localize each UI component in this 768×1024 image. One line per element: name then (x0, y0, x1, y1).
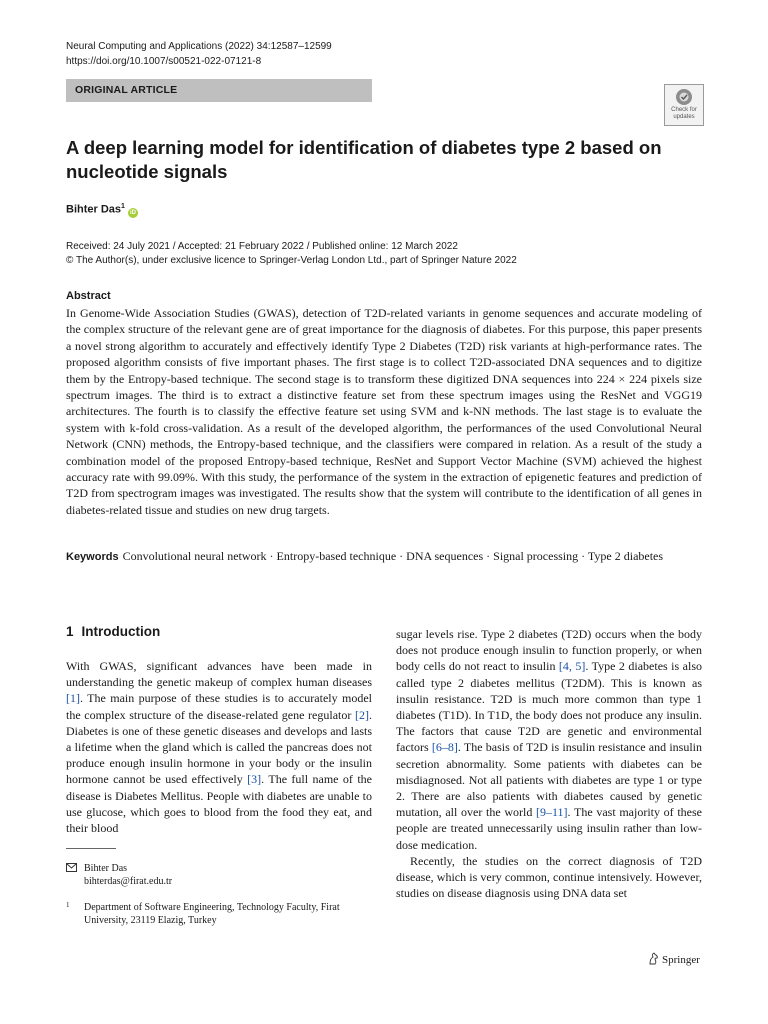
citation-link[interactable]: [6–8] (431, 740, 458, 755)
citation-link[interactable]: [3] (247, 772, 262, 787)
citation-link[interactable]: [1] (66, 691, 80, 706)
body-column-left (66, 658, 372, 836)
article-type-banner (66, 79, 372, 102)
author-affiliation-mark: 1 (121, 203, 125, 210)
publisher-logo (648, 952, 700, 966)
citation-link[interactable]: [4, 5] (558, 659, 586, 674)
abstract-heading: Abstract (66, 290, 111, 302)
author-name[interactable]: Bihter Das (66, 203, 122, 216)
article-type-label: ORIGINAL ARTICLE (75, 84, 178, 96)
section-number: 1 (66, 624, 74, 639)
author-line (66, 203, 138, 218)
keywords-label: Keywords (66, 551, 119, 563)
abstract-text: In Genome-Wide Association Studies (GWAS), detection of T2D-related variants in genome sequences and accurate modeling of the complex structure of the relevant gene are of great importance for the diagnosis of diabetes. For this purpose, this paper presents a novel strong algorithm to accurately and effectively identify Type 2 Diabetes (T2D) risk variants at high-performance rates. The proposed algorithm consists of five important phases. The first stage is to collect T2D-associated DNA sequences and to digitize them by the Entropy-based technique. The second stage is to transform these digitized DNA sequences into 224 × 224 pixels size spectrum images. The third is to extract a distinctive feature set from these spectrum images using the ResNet and VGG19 architectures. The fourth is to classify the effective feature set using SVM and k-NN methods. The last stage is to evaluate the system with k-fold cross-validation. As a result of the developed algorithm, the performances of the used Convolutional Neural Network (CNN) methods, the Entropy-based technique, and the classifiers were compared in relation. As a result of the study a combination model of the proposed Entropy-based technique, ResNet and Support Vector Machine (SVM) achieved the highest accuracy rate with 99.09%. With this study, the performance of the system in the extraction of epigenetic features and prediction of T2D from spectrogram images was investigated. The results show that the system will contribute to the identification of all genes in diabetes-related tissue and studies on new drug targets. (66, 306, 702, 517)
body-paragraph: With GWAS, significant advances have been made in understanding the genetic makeup of complex human diseases [1]. The main purpose of these studies is to accurately model the complex structure of the disease-related gene regulator [2]. Diabetes is one of these genetic diseases and develops and lasts a lifetime when the gland which is called the pancreas does not produce enough insulin hormone in your body or the insulin hormone cannot be used effectively [3]. The full name of the disease is Diabetes Mellitus. People with diabetes are unable to use glucose, which goes to blood from the food they eat, and their blood (66, 659, 373, 836)
orcid-icon[interactable]: iD (129, 209, 136, 216)
citation-link[interactable]: [9–11] (536, 805, 568, 820)
paper-title: A deep learning model for identification of diabetes type 2 based on nucleotide signals (66, 137, 662, 182)
corresponding-author-email[interactable]: bihterdas@firat.edu.tr (84, 876, 173, 887)
check-updates-icon (675, 88, 693, 106)
springer-horse-icon (648, 952, 659, 965)
body-column-right (396, 626, 702, 901)
corresponding-author-name: Bihter Das (84, 863, 128, 874)
body-paragraph: sugar levels rise. Type 2 diabetes (T2D) occurs when the body does not produce enough insulin to function properly, or when body cells do not react to insulin [4, 5]. Type 2 diabetes is also called type 2 diabetes mellitus (T2DM). This is known as insulin resistance. T2D is much more common than type 1 diabetes (T1D). In T1D, the body does not produce any insulin. The factors that cause T2D are genetic and environmental factors [6–8]. The basis of T2D is insulin resistance and insulin secretion abnormality. Some patients with diabetes can be misdiagnosed. Not all patients with diabetes are type 1 or type 2. There are also patients with diabetes caused by genetic mutation, all over the world [9–11]. The vast majority of these people are treated unnecessarily using insulin rather than low-dose medication. (396, 627, 702, 852)
affiliation-text: Department of Software Engineering, Technology Faculty, Firat University, 23119 Elazig, Turkey (84, 902, 340, 926)
section-title: Introduction (81, 624, 161, 639)
publication-history: Received: 24 July 2021 / Accepted: 21 February 2022 / Published online: 12 March 2022 (66, 241, 458, 252)
check-for-updates-badge[interactable] (664, 84, 704, 126)
affiliation-mark: 1 (66, 901, 70, 909)
citation-link[interactable]: [2] (355, 707, 369, 722)
keywords (66, 548, 702, 566)
section-heading (66, 624, 160, 639)
check-updates-text: Check for updates (671, 107, 697, 120)
doi-link[interactable]: https://doi.org/10.1007/s00521-022-07121-8 (66, 56, 262, 67)
body-paragraph: Recently, the studies on the correct diagnosis of T2D disease, which is very common, continue intensively. However, studies on disease diagnosis using DNA data set (396, 853, 702, 901)
publisher-name: Springer (662, 954, 700, 966)
copyright-notice: © The Author(s), under exclusive licence to Springer-Verlag London Ltd., part of Springer Nature 2022 (66, 255, 517, 266)
journal-citation: Neural Computing and Applications (2022) 34:12587–12599 (66, 41, 332, 52)
footnote-divider (66, 848, 116, 849)
envelope-icon (66, 863, 77, 872)
keywords-list: Convolutional neural network · Entropy-based technique · DNA sequences · Signal processing · Type 2 diabetes (122, 549, 664, 563)
